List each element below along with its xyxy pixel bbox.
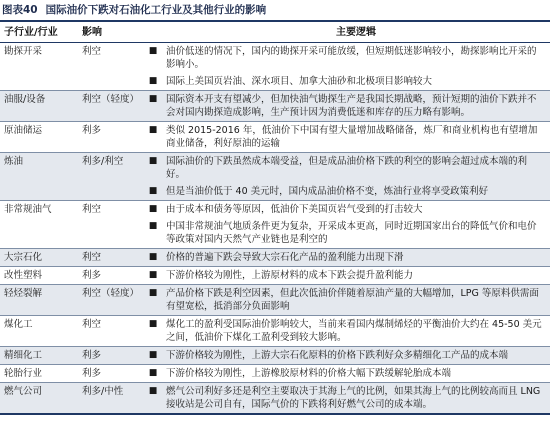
row-category: 煤化工 [0,316,78,347]
bullet-square-icon: ■ [144,347,162,365]
bullet-square-icon: ■ [144,201,162,219]
row-category: 燃气公司 [0,383,78,415]
row-category: 非常规油气 [0,201,78,249]
row-category: 原油储运 [0,122,78,153]
row-impact: 利多/中性 [78,383,144,415]
table-row [0,201,550,219]
row-logic-text: 由于成本和债务等原因，低油价下美国页岩气受到的打击较大 [162,201,550,219]
bullet-square-icon: ■ [144,91,162,122]
impact-table [0,22,550,415]
row-impact: 利空 [78,201,144,249]
row-logic-text: 但是当油价低于 40 美元时，国内成品油价格不变，炼油行业将享受政策利好 [162,183,550,201]
table-row [0,316,550,347]
row-logic-text: 煤化工的盈利受国际油价影响较大，当前来看国内煤制烯烃的平衡油价大约在 45-50 美元之间，低油价下煤化工盈利受到较大影响。 [162,316,550,347]
bullet-square-icon: ■ [144,43,162,74]
bullet-square-icon: ■ [144,316,162,347]
row-impact: 利多 [78,267,144,285]
row-logic-text: 价格的普遍下跌会导致大宗石化产品的盈利能力出现下滑 [162,249,550,267]
row-category: 精细化工 [0,347,78,365]
header-impact: 影响 [78,22,144,43]
row-impact: 利空（轻度） [78,285,144,316]
row-category: 改性塑料 [0,267,78,285]
bullet-square-icon: ■ [148,221,158,231]
bullet-square-icon: ■ [148,76,158,86]
table-row [0,383,550,415]
row-logic-text: 国际油价的下跌虽然成本端受益，但是成品油价格下跌的利空的影响会超过成本端的利好。 [162,153,550,184]
figure-number: 图表40 [2,3,38,16]
row-logic-text: 下游价格较为刚性，上游原材料的成本下跌会提升盈利能力 [162,267,550,285]
row-logic-text: 国际资本开支有望减少，但加快油气勘探生产是我国长期战略，预计短期的油价下跌并不会对国内勘探造成影响，生产预计因为消费低迷和库存的压力略有影响。 [162,91,550,122]
row-category: 油服/设备 [0,91,78,122]
table-header-row [0,22,550,43]
row-impact: 利多 [78,347,144,365]
header-logic: 主要逻辑 [162,22,550,43]
bullet-square-icon: ■ [144,249,162,267]
row-impact: 利空 [78,316,144,347]
table-row [0,267,550,285]
table-row [0,153,550,184]
row-logic-text: 燃气公司利好多还是利空主要取决于其海上气的比例，如果其海上气的比例较高而且 LNG 接收站是公司自有，国际气价的下跌将利好燃气公司的成本端。 [162,383,550,415]
table-row [0,347,550,365]
row-logic-text: 下游价格较为刚性，上游大宗石化原料的价格下跌利好众多精细化工产品的成本端 [162,347,550,365]
bullet-square-icon: ■ [144,285,162,316]
table-row [0,285,550,316]
row-impact: 利空 [78,43,144,91]
row-category: 轻烃裂解 [0,285,78,316]
header-bullet-spacer [144,22,162,43]
row-impact: 利空 [78,249,144,267]
row-logic-text: 国际上美国页岩油、深水项目、加拿大油砂和北极项目影响较大 [166,76,433,87]
row-impact: 利多/利空 [78,153,144,201]
bullet-square-icon: ■ [144,365,162,383]
table-row [0,91,550,122]
row-logic-text: 产品价格下跌是利空因素，但此次低油价伴随着原油产量的大幅增加，LPG 等原料供需面有望宽松，抵消部分负面影响 [162,285,550,316]
bullet-square-icon: ■ [144,267,162,285]
figure-caption: 国际油价下跌对石油化工行业及其他行业的影响 [45,3,267,16]
bullet-square-icon: ■ [144,153,162,184]
bullet-square-icon: ■ [144,383,162,415]
bullet-square-icon: ■ [144,122,162,153]
row-logic-text: 中国非常规油气地质条件更为复杂，开采成本更高，同时近期国家出台的降低气价和电价等政策对国内天然气产业链也是利空的 [166,221,537,245]
row-logic-text: 下游价格较为刚性，上游橡胶原材料的价格大幅下跌缓解轮胎成本端 [162,365,550,383]
bullet-square-icon: ■ [144,183,162,201]
table-row [0,122,550,153]
header-category: 子行业/行业 [0,22,78,43]
table-body [0,43,550,415]
table-row [0,249,550,267]
row-category: 勘探开采 [0,43,78,91]
row-category: 轮胎行业 [0,365,78,383]
row-impact: 利多 [78,122,144,153]
table-row [0,365,550,383]
table-row [0,43,550,74]
figure-title [0,0,550,22]
row-impact: 利多 [78,365,144,383]
row-category: 炼油 [0,153,78,201]
row-impact: 利空（轻度） [78,91,144,122]
row-logic-text: 类似 2015-2016 年，低油价下中国有望大量增加战略储备，炼厂和商业机构也有望增加商业储备，利好原油的运输 [162,122,550,153]
row-category: 大宗石化 [0,249,78,267]
row-logic-text: 油价低迷的情况下，国内的勘探开采可能放缓，但短期低迷影响较小，勘探影响比开采的影响小。 [162,43,550,74]
